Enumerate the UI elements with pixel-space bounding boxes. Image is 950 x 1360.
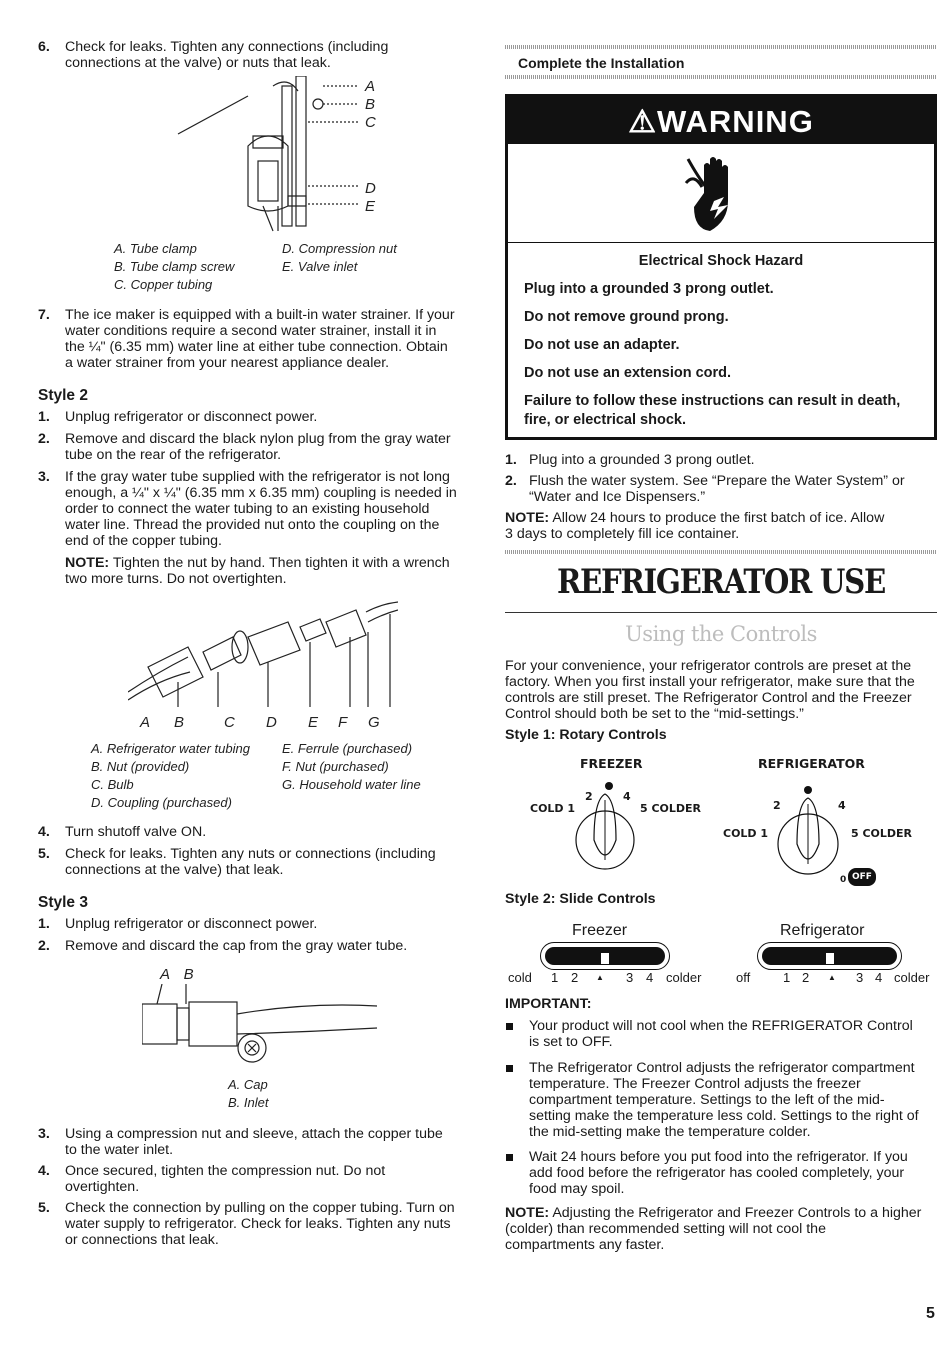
fig1-letters: A B C [365,78,376,131]
style2-note: NOTE: Tighten the nut by hand. Then tighten it with a wrench two more turns. Do not overtighten. [65,555,450,587]
style2-heading: Style 2 [38,387,88,404]
valve-diagram [168,76,388,236]
warning-title: ⚠WARNING [508,97,934,144]
bullet-2-text: The Refrigerator Control adjusts the refrigerator compartment temperature. The Freezer Control adjusts the freezer compartment temperature. Settings to the left of the mid- setting make the temperature less cold. Settings to the right of the mid-setting make the temperature colder. [529,1060,919,1140]
freezer-slider-knob[interactable] [601,953,609,964]
fig3-letters: A B [160,966,194,983]
style1-label: Style 1: Rotary Controls [505,727,667,743]
fig1-captions-right: D. Compression nut E. Valve inlet [282,241,397,274]
section-title: REFRIGERATOR USE [557,562,885,602]
bullet-1-text: Your product will not cool when the REFRIGERATOR Control is set to OFF. [529,1018,913,1050]
fig3-captions: A. Cap B. Inlet [228,1077,269,1110]
warning-line-3: Do not use an adapter. [524,337,680,353]
style2-slide-label: Style 2: Slide Controls [505,891,656,907]
fig1-captions-left: A. Tube clamp B. Tube clamp screw C. Copper tubing [114,241,235,292]
freezer-slider[interactable] [540,942,670,970]
coupling-diagram [128,592,398,712]
warning-line-1: Plug into a grounded 3 prong outlet. [524,281,774,297]
refrigerator-slider[interactable] [757,942,902,970]
freezer-slide-title: Freezer [572,922,628,939]
right-column: 1. Plug into a grounded 3 prong outlet. 2. Flush the water system. See “Prepare the Water System” or “Water and Ice Dispensers.” NOTE: Allow 24 hours to produce the first batch of ice. Allow 3 days to completely fill ice container. [505,452,905,542]
style3-heading: Style 3 [38,894,88,911]
refrigerator-dial[interactable]: COLD 1 2 4 5 COLDER 0 OFF [723,780,913,890]
fig2-captions-left: A. Refrigerator water tubing B. Nut (provided) C. Bulb D. Coupling (purchased) [91,741,250,810]
complete-installation-heading: Complete the Installation [518,55,685,71]
cap-inlet-diagram [142,984,382,1074]
bullet-1 [506,1023,513,1030]
page-number: 5 [926,1305,935,1322]
freezer-dial-title: FREEZER [580,756,643,771]
complete-note: NOTE: Allow 24 hours to produce the first batch of ice. Allow 3 days to completely fill ice container. [505,510,885,542]
freezer-dial-knob-icon [570,780,640,880]
bullet-2 [506,1065,513,1072]
fridge-slider-knob[interactable] [826,953,834,964]
section-rule [505,550,937,554]
bullet-3-text: Wait 24 hours before you put food into the refrigerator. If you add food before the refrigerator has cooled completely, your food may spoil. [529,1149,908,1197]
freezer-dial[interactable]: COLD 1 2 4 5 COLDER [530,780,705,880]
controls-intro: For your convenience, your refrigerator controls are preset at the factory. When you first install your refrigerator, make sure that the controls are still preset. The Refrigerator Control and the Freezer Control should both be set to the “mid-settings.” [505,658,915,722]
fig1-letters-lower: D E [365,180,376,215]
off-badge: OFF [848,868,876,886]
fig2-captions-right: E. Ferrule (purchased) F. Nut (purchased) G. Household water line [282,741,421,792]
fridge-dial-knob-icon [773,784,843,888]
left-column: 6. Check for leaks. Tighten any connections (including connections at the valve) or nuts that leak. A B C D E A. Tube clamp B. Tube clamp screw C. Copper tubing D. Compression nut E. Valve inlet 7. The ice maker is equipped with a built-in water strainer. If your water conditions require a second water strainer, install it in the ¼" (6.35 mm) water line at either tube connection. Obtain a water strainer from your nearest appliance dealer. Style 2 1. Unplug refrigerator or disconnect power. 2. Remove and discard the black nylon plug from the gray water tube on the rear of the refrigerator. 3. If the gray water tube supplied with the refrigerator is not long enough, a ¼" x ¼" (6.35 mm x 6.35 mm) coupling is needed in order to connect the water tubing to an existing household water line. Thread the provided nut onto the coupling on the end of the copper tubing. NOTE: Tighten the nut by hand. Then tighten it with a wrench two more turns. Do not overtighten. A B C D E F G A. Refrigerator water tubing B. Nut (provided) C. Bulb D. Coupling (purchased) E. Ferrule (purchased) F. Nut (purchased) G. Household water line 4. Turn shutoff valve ON. 5. Check for leaks. Tighten any nuts or connections (including connections at the valve) that leak. Style 3 1. Unplug refrigerator or disconnect power. 2. Remove and discard the cap from the gray water tube. A B A. Cap B. Inlet 3. Using a compression nut and sleeve, attach the copper tube to the water inlet. 4. Once secured, tighten the compression nut. Do not overtighten. 5. Check the connection by pulling on the copper tubing. Turn on water supply to refrigerator. Check for leaks. Tighten any nuts or connections that leak. [38,39,457,1248]
important-label: IMPORTANT: [505,996,592,1012]
warning-line-2: Do not remove ground prong. [524,309,729,325]
warning-line-4: Do not use an extension cord. [524,365,732,381]
controls-note: NOTE: Adjusting the Refrigerator and Freezer Controls to a higher (colder) than recommended setting will not cool the compartments any faster. [505,1205,922,1253]
bullet-3 [506,1154,513,1161]
subsection-title: Using the Controls [625,622,817,646]
warning-failure: Failure to follow these instructions can result in death, fire, or electrical shock. [524,393,901,428]
section-underline [505,612,937,613]
fridge-dial-title: REFRIGERATOR [758,756,865,771]
hazard-title: Electrical Shock Hazard [638,253,804,269]
fridge-slide-title: Refrigerator [780,922,865,939]
